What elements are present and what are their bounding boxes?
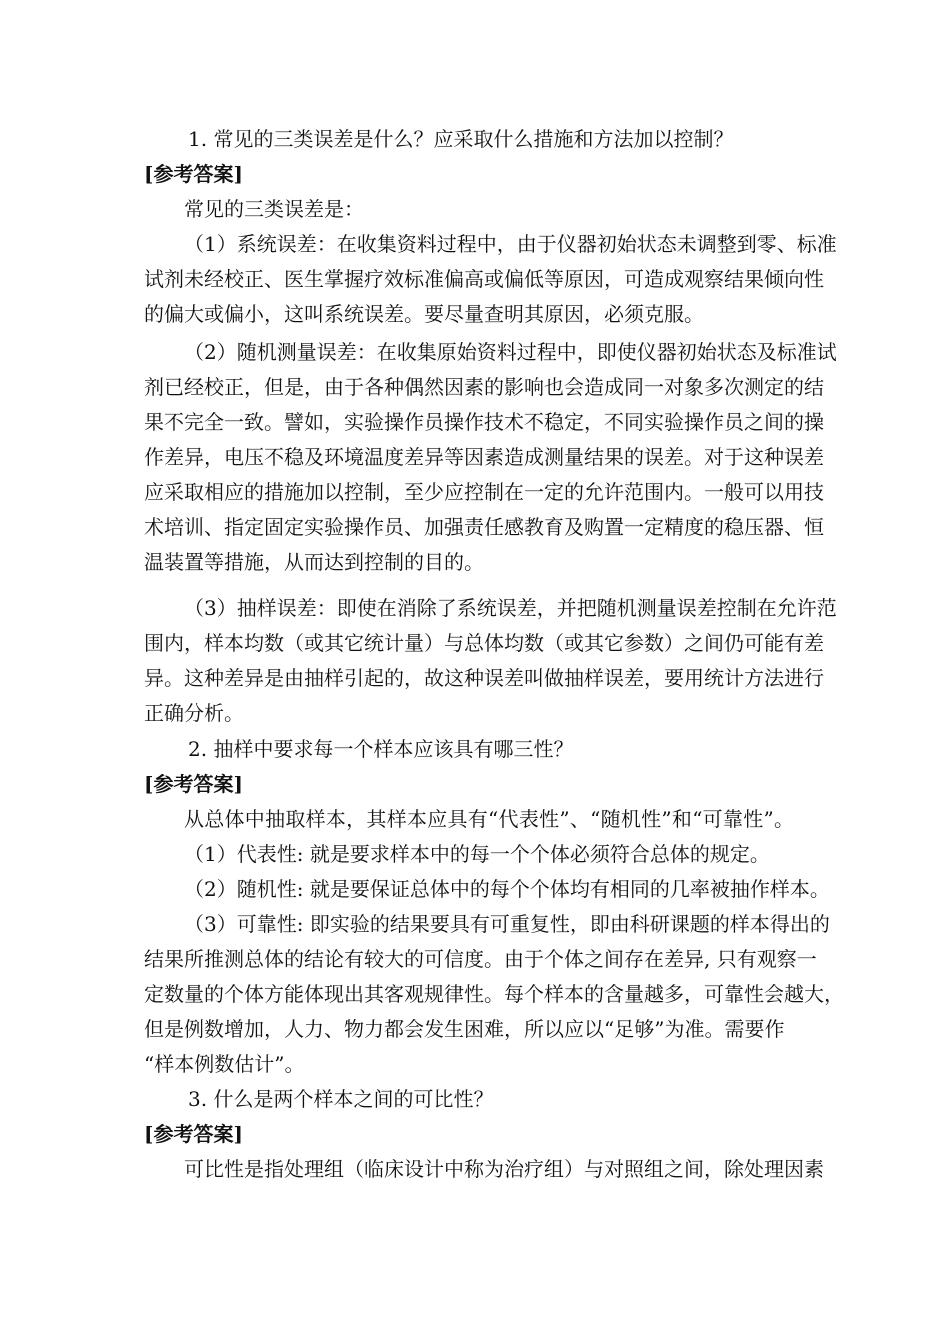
paragraph-line: 应采取相应的措施加以控制，至少应控制在一定的允许范围内。一般可以用技 [144, 480, 824, 504]
paragraph-line: “样本例数估计”。 [144, 1052, 305, 1076]
paragraph-line: 定数量的个体方能体现出其客观规律性。每个样本的含量越多，可靠性会越大， [144, 982, 844, 1006]
paragraph-line: 术培训、指定固定实验操作员、加强责任感教育及购置一定精度的稳压器、恒 [144, 515, 824, 539]
paragraph-line: 可比性是指处理组（临床设计中称为治疗组）与对照组之间，除处理因素 [184, 1157, 824, 1181]
answer-heading-3: [参考答案] [144, 1122, 243, 1146]
paragraph-line: （3）抽样误差：即使在消除了系统误差，并把随机测量误差控制在允许范 [184, 596, 837, 620]
paragraph-line: 围内，样本均数（或其它统计量）与总体均数（或其它参数）之间仍可能有差 [144, 631, 824, 655]
paragraph-line: 从总体中抽取样本，其样本应具有“代表性”、“随机性”和“可靠性”。 [184, 807, 794, 831]
question-3: 3. 什么是两个样本之间的可比性？ [188, 1087, 494, 1111]
question-2: 2. 抽样中要求每一个样本应该具有哪三性？ [188, 737, 574, 761]
answer-heading-1: [参考答案] [144, 162, 243, 186]
paragraph-line: （1）系统误差：在收集资料过程中，由于仪器初始状态未调整到零、标准 [184, 232, 837, 256]
paragraph-line: 异。这种差异是由抽样引起的，故这种误差叫做抽样误差，要用统计方法进行 [144, 666, 824, 690]
paragraph-line: 结果所推测总体的结论有较大的可信度。由于个体之间存在差异, 只有观察一 [144, 947, 817, 971]
paragraph-line: 剂已经校正，但是，由于各种偶然因素的影响也会造成同一对象多次测定的结 [144, 375, 824, 399]
answer-heading-2: [参考答案] [144, 772, 243, 796]
paragraph-line: 常见的三类误差是： [184, 197, 364, 221]
paragraph-line: （2）随机性: 就是要保证总体中的每个个体均有相同的几率被抽作样本。 [184, 877, 830, 901]
paragraph-line: 作差异，电压不稳及环境温度差异等因素造成测量结果的误差。对于这种误差 [144, 445, 824, 469]
paragraph-line: 果不完全一致。譬如，实验操作员操作技术不稳定，不同实验操作员之间的操 [144, 410, 824, 434]
paragraph-line: （1）代表性: 就是要求样本中的每一个个体必须符合总体的规定。 [184, 842, 770, 866]
paragraph-line: 温装置等措施，从而达到控制的目的。 [144, 550, 484, 574]
paragraph-line: 但是例数增加，人力、物力都会发生困难，所以应以“足够”为准。需要作 [144, 1017, 785, 1041]
paragraph-line: 正确分析。 [144, 701, 244, 725]
paragraph-line: （2）随机测量误差：在收集原始资料过程中，即使仪器初始状态及标准试 [184, 340, 837, 364]
paragraph-line: 试剂未经校正、医生掌握疗效标准偏高或偏低等原因，可造成观察结果倾向性 [144, 267, 824, 291]
question-1: 1. 常见的三类误差是什么？应采取什么措施和方法加以控制？ [188, 127, 734, 151]
paragraph-line: 的偏大或偏小，这叫系统误差。要尽量查明其原因，必须克服。 [144, 302, 704, 326]
paragraph-line: （3）可靠性: 即实验的结果要具有可重复性，即由科研课题的样本得出的 [184, 912, 830, 936]
